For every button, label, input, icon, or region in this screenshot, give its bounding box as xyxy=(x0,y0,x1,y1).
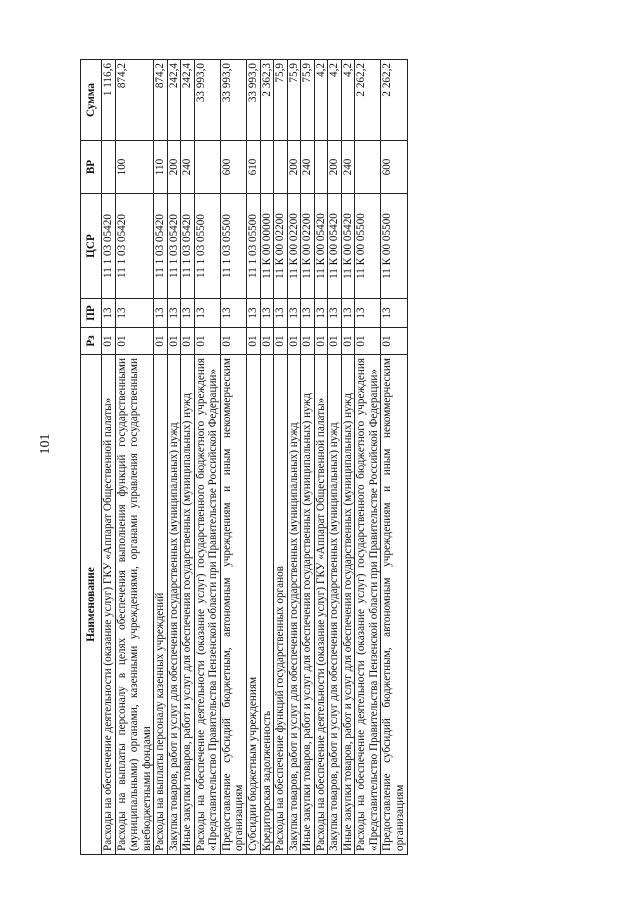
row-vr: 610 xyxy=(247,141,261,194)
row-rz: 01 xyxy=(274,328,288,355)
row-sum: 242,4 xyxy=(181,60,195,141)
row-csr: 11 К 00 05420 xyxy=(328,194,342,299)
header-csr: ЦСР xyxy=(81,194,102,299)
row-rz: 01 xyxy=(381,328,407,355)
row-pr: 13 xyxy=(220,299,246,328)
row-pr: 13 xyxy=(154,299,168,328)
row-name: Расходы на обеспечение деятельности (оказание услуг) государственного бюджетного учреждения «Представительство Правительства Пензенской области при Правительстве Российской Федерации» xyxy=(194,355,220,855)
row-pr: 13 xyxy=(194,299,220,328)
row-name: Иные закупки товаров, работ и услуг для обеспечения государственных (муниципальных) нужд xyxy=(181,355,195,855)
row-rz: 01 xyxy=(167,328,181,355)
row-rz: 01 xyxy=(260,328,274,355)
row-csr: 11 1 03 05500 xyxy=(220,194,246,299)
table-row xyxy=(167,60,181,855)
row-csr: 11 1 03 05420 xyxy=(115,194,154,299)
row-sum: 75,9 xyxy=(274,60,288,141)
header-rz: Рз xyxy=(81,328,102,355)
row-rz: 01 xyxy=(247,328,261,355)
page-number: 101 xyxy=(38,433,53,455)
row-vr xyxy=(355,141,381,194)
row-pr: 13 xyxy=(247,299,261,328)
header-vr: ВР xyxy=(81,141,102,194)
row-csr: 11 К 00 05500 xyxy=(381,194,407,299)
table-row xyxy=(102,60,116,855)
row-sum: 242,4 xyxy=(167,60,181,141)
row-vr: 200 xyxy=(328,141,342,194)
row-name: Закупка товаров, работ и услуг для обеспечения государственных (муниципальных) нужд xyxy=(167,355,181,855)
row-csr: 11 К 00 05420 xyxy=(341,194,355,299)
row-rz: 01 xyxy=(341,328,355,355)
table-row xyxy=(260,60,274,855)
row-csr: 11 К 00 05500 xyxy=(355,194,381,299)
row-sum: 2 262,2 xyxy=(381,60,407,141)
row-name: Расходы на выплаты персоналу казенных учреждений xyxy=(154,355,168,855)
row-sum: 4,2 xyxy=(341,60,355,141)
row-vr: 600 xyxy=(381,141,407,194)
row-pr: 13 xyxy=(355,299,381,328)
row-name: Закупка товаров, работ и услуг для обеспечения государственных (муниципальных) нужд xyxy=(287,355,301,855)
row-rz: 01 xyxy=(181,328,195,355)
table-row xyxy=(194,60,220,855)
row-name: Кредиторская задолженность xyxy=(260,355,274,855)
row-sum: 33 993,0 xyxy=(247,60,261,141)
row-vr xyxy=(260,141,274,194)
row-name: Субсидии бюджетным учреждениям xyxy=(247,355,261,855)
row-sum: 2 362,3 xyxy=(260,60,274,141)
row-pr: 13 xyxy=(274,299,288,328)
row-csr: 11 1 03 05420 xyxy=(167,194,181,299)
row-vr xyxy=(102,141,116,194)
row-vr: 240 xyxy=(341,141,355,194)
row-rz: 01 xyxy=(287,328,301,355)
row-vr xyxy=(274,141,288,194)
row-name: Предоставление субсидий бюджетным, автономным учреждениям и иным некоммерческим организациям xyxy=(381,355,407,855)
row-vr: 110 xyxy=(154,141,168,194)
row-csr: 11 К 00 00000 xyxy=(260,194,274,299)
row-sum: 4,2 xyxy=(314,60,328,141)
table-row xyxy=(301,60,315,855)
header-name: Наименование xyxy=(81,355,102,855)
row-rz: 01 xyxy=(220,328,246,355)
row-rz: 01 xyxy=(355,328,381,355)
row-rz: 01 xyxy=(194,328,220,355)
row-name: Расходы на обеспечение функций государственных органов xyxy=(274,355,288,855)
row-pr: 13 xyxy=(181,299,195,328)
table-row xyxy=(341,60,355,855)
row-csr: 11 К 00 02200 xyxy=(274,194,288,299)
row-sum: 33 993,0 xyxy=(194,60,220,141)
row-name: Расходы на обеспечение деятельности (оказание услуг) государственного бюджетного учреждения «Представительство Правительства Пензенской области при Правительстве Российской Федерации» xyxy=(355,355,381,855)
row-csr: 11 К 00 02200 xyxy=(301,194,315,299)
row-pr: 13 xyxy=(328,299,342,328)
row-pr: 13 xyxy=(102,299,116,328)
row-rz: 01 xyxy=(328,328,342,355)
row-name: Предоставление субсидий бюджетным, автономным учреждениям и иным некоммерческим организациям xyxy=(220,355,246,855)
row-name: Иные закупки товаров, работ и услуг для обеспечения государственных (муниципальных) нужд xyxy=(341,355,355,855)
row-rz: 01 xyxy=(115,328,154,355)
row-csr: 11 К 00 05420 xyxy=(314,194,328,299)
table-row xyxy=(328,60,342,855)
table-row xyxy=(274,60,288,855)
table-row xyxy=(287,60,301,855)
table-row xyxy=(181,60,195,855)
row-csr: 11 К 00 02200 xyxy=(287,194,301,299)
row-sum: 33 993,0 xyxy=(220,60,246,141)
table-row xyxy=(355,60,381,855)
row-sum: 874,2 xyxy=(154,60,168,141)
row-sum: 75,9 xyxy=(301,60,315,141)
row-pr: 13 xyxy=(314,299,328,328)
row-csr: 11 1 03 05500 xyxy=(247,194,261,299)
row-vr: 200 xyxy=(287,141,301,194)
table-row xyxy=(115,60,154,855)
row-rz: 01 xyxy=(301,328,315,355)
row-vr: 240 xyxy=(301,141,315,194)
row-vr xyxy=(314,141,328,194)
table-row xyxy=(247,60,261,855)
table-row xyxy=(220,60,246,855)
budget-table xyxy=(80,59,408,855)
table-row xyxy=(381,60,407,855)
row-rz: 01 xyxy=(314,328,328,355)
table-header-row xyxy=(81,60,102,855)
row-pr: 13 xyxy=(287,299,301,328)
row-csr: 11 1 03 05420 xyxy=(154,194,168,299)
row-vr: 240 xyxy=(181,141,195,194)
table-row xyxy=(314,60,328,855)
row-name: Расходы на выплаты персоналу в целях обеспечения выполнения функций государственными (муниципальными) органами, казенными учреждениями, органами управления государственными внебюджетными фондами xyxy=(115,355,154,855)
row-name: Расходы на обеспечение деятельности (оказание услуг) ГКУ «Аппарат Общественной палаты» xyxy=(314,355,328,855)
row-vr xyxy=(194,141,220,194)
row-name: Расходы на обеспечение деятельности (оказание услуг) ГКУ «Аппарат Общественной палаты» xyxy=(102,355,116,855)
row-pr: 13 xyxy=(115,299,154,328)
row-pr: 13 xyxy=(167,299,181,328)
row-vr: 100 xyxy=(115,141,154,194)
row-rz: 01 xyxy=(102,328,116,355)
row-csr: 11 1 03 05500 xyxy=(194,194,220,299)
row-vr: 600 xyxy=(220,141,246,194)
row-sum: 4,2 xyxy=(328,60,342,141)
row-sum: 1 116,6 xyxy=(102,60,116,141)
row-sum: 2 262,2 xyxy=(355,60,381,141)
row-csr: 11 1 03 05420 xyxy=(181,194,195,299)
row-pr: 13 xyxy=(260,299,274,328)
row-sum: 75,9 xyxy=(287,60,301,141)
row-name: Закупка товаров, работ и услуг для обеспечения государственных (муниципальных) нужд xyxy=(328,355,342,855)
table-row xyxy=(154,60,168,855)
row-pr: 13 xyxy=(341,299,355,328)
row-pr: 13 xyxy=(381,299,407,328)
rotated-table-container xyxy=(80,60,625,855)
header-sum: Сумма xyxy=(81,60,102,141)
row-pr: 13 xyxy=(301,299,315,328)
row-sum: 874,2 xyxy=(115,60,154,141)
row-vr: 200 xyxy=(167,141,181,194)
row-name: Иные закупки товаров, работ и услуг для обеспечения государственных (муниципальных) нужд xyxy=(301,355,315,855)
row-rz: 01 xyxy=(154,328,168,355)
header-pr: ПР xyxy=(81,299,102,328)
row-csr: 11 1 03 05420 xyxy=(102,194,116,299)
